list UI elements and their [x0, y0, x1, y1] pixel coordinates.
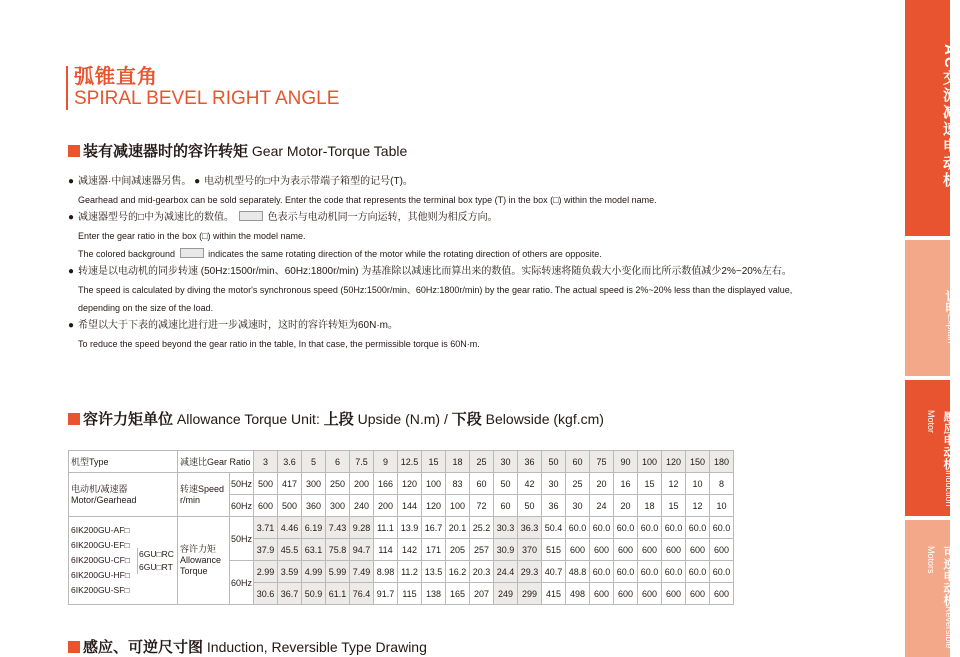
- speed60-cell: 50: [518, 495, 542, 517]
- t60-nm-cell: 8.98: [374, 561, 398, 583]
- note-1-en: Gearhead and mid-gearbox can be sold separately. Enter the code that represents the terminal box type (T) in the box (□) within the model name.: [78, 195, 657, 205]
- notes: [68, 173, 868, 353]
- speed60-cell: 120: [422, 495, 446, 517]
- header-gear-ratio: 减速比Gear Ratio: [178, 451, 254, 473]
- ratios-cell: 15: [422, 451, 446, 473]
- title-en: SPIRAL BEVEL RIGHT ANGLE: [74, 88, 340, 109]
- speed50-cell: 300: [302, 473, 326, 495]
- t50-kgf-cell: 37.9: [254, 539, 278, 561]
- ratios-cell: 120: [662, 451, 686, 473]
- speed50-cell: 83: [446, 473, 470, 495]
- t60-kgf-cell: 115: [398, 583, 422, 605]
- t60-nm-cell: 48.8: [566, 561, 590, 583]
- ratios-cell: 90: [614, 451, 638, 473]
- ratios-cell: 36: [518, 451, 542, 473]
- t50-kgf-cell: 600: [710, 539, 734, 561]
- allowance-torque-label: 容许力矩 Allowance Torque: [178, 517, 230, 605]
- ratios-cell: 60: [566, 451, 590, 473]
- ratios-cell: 18: [446, 451, 470, 473]
- t60-nm-cell: 60.0: [662, 561, 686, 583]
- ratios-cell: 25: [470, 451, 494, 473]
- speed50-cell: 60: [470, 473, 494, 495]
- t50-kgf-cell: 515: [542, 539, 566, 561]
- ratios-cell: 5: [302, 451, 326, 473]
- t60-kgf-cell: 600: [614, 583, 638, 605]
- side-tabs: [905, 0, 958, 657]
- t60-nm-cell: 24.4: [494, 561, 518, 583]
- t60-nm-cell: 60.0: [614, 561, 638, 583]
- speed50-cell: 25: [566, 473, 590, 495]
- t60-kgf-cell: 165: [446, 583, 470, 605]
- bullet-square-icon: [68, 641, 80, 653]
- t60-nm-cell: 2.99: [254, 561, 278, 583]
- header-type: 机型Type: [69, 451, 178, 473]
- section-en: Gear Motor-Torque Table: [251, 143, 408, 159]
- t60-nm-cell: 29.3: [518, 561, 542, 583]
- t60-nm-cell: 5.99: [326, 561, 350, 583]
- t50-kgf-cell: 257: [470, 539, 494, 561]
- speed50-cell: 417: [278, 473, 302, 495]
- hz-50-label: 50Hz: [230, 473, 254, 495]
- note-3-cn: ● 转速是以电动机的同步转速 (50Hz:1500r/min、60Hz:1800r/min) 为基准除以减速比而算出来的数值。实际转速将随负载大小变化而比所示数值减少2%~20%左右。: [68, 266, 792, 277]
- t50-nm-cell: 13.9: [398, 517, 422, 539]
- note-4-cn: ● 希望以大于下表的减速比进行进一步减速时，这时的容许转矩为60N·m。: [68, 320, 399, 331]
- title-cn: 弧锥直角: [74, 66, 158, 88]
- speed60-cell: 30: [566, 495, 590, 517]
- tab-ac-gear-motor[interactable]: AC交流减速电动机: [905, 0, 950, 236]
- ratios-cell: 100: [638, 451, 662, 473]
- speed60-cell: 300: [326, 495, 350, 517]
- note-2-cn: ● 减速器型号的□中为减速比的数值。 色表示与电动机同一方向运转，其他则为相反方向。: [68, 212, 498, 223]
- t50-nm-cell: 50.4: [542, 517, 566, 539]
- speed50-cell: 500: [254, 473, 278, 495]
- ratios-cell: 30: [494, 451, 518, 473]
- t60-kgf-cell: 415: [542, 583, 566, 605]
- t50-nm-cell: 11.1: [374, 517, 398, 539]
- speed50-cell: 42: [518, 473, 542, 495]
- note-4-en: To reduce the speed beyond the gear ratio in the table, In that case, the permissible torque is 60N·m.: [78, 339, 480, 349]
- t60-nm-cell: 11.2: [398, 561, 422, 583]
- t60-nm-cell: 20.3: [470, 561, 494, 583]
- t50-nm-cell: 7.43: [326, 517, 350, 539]
- t60-kgf-cell: 498: [566, 583, 590, 605]
- speed50-cell: 120: [398, 473, 422, 495]
- t60-kgf-cell: 600: [710, 583, 734, 605]
- speed50-cell: 30: [542, 473, 566, 495]
- note-2-en-a: Enter the gear ratio in the box (□) within the model name.: [78, 231, 306, 241]
- speed60-cell: 600: [254, 495, 278, 517]
- speed60-cell: 72: [470, 495, 494, 517]
- hz-60-label: 60Hz: [230, 495, 254, 517]
- torque-table: [68, 450, 734, 605]
- t50-nm-cell: 60.0: [638, 517, 662, 539]
- ratios-cell: 7.5: [350, 451, 374, 473]
- hz-60-torque-label: 60Hz: [230, 561, 254, 605]
- t50-kgf-cell: 94.7: [350, 539, 374, 561]
- speed50-cell: 200: [350, 473, 374, 495]
- speed60-cell: 12: [686, 495, 710, 517]
- note-1-cn: ● 减速器·中间减速器另售。 ● 电动机型号的□中为表示带端子箱型的记号(T)。: [68, 176, 413, 187]
- speed60-cell: 240: [350, 495, 374, 517]
- speed60-cell: 24: [590, 495, 614, 517]
- t50-nm-cell: 16.7: [422, 517, 446, 539]
- speed60-cell: 20: [614, 495, 638, 517]
- t50-kgf-cell: 370: [518, 539, 542, 561]
- speed50-cell: 12: [662, 473, 686, 495]
- t50-kgf-cell: 600: [686, 539, 710, 561]
- bullet-square-icon: [68, 413, 80, 425]
- ratios-cell: 75: [590, 451, 614, 473]
- t60-nm-cell: 60.0: [710, 561, 734, 583]
- t50-nm-cell: 60.0: [566, 517, 590, 539]
- t50-nm-cell: 25.2: [470, 517, 494, 539]
- t50-nm-cell: 60.0: [590, 517, 614, 539]
- t50-nm-cell: 6.19: [302, 517, 326, 539]
- t50-kgf-cell: 75.8: [326, 539, 350, 561]
- t50-nm-cell: 20.1: [446, 517, 470, 539]
- t50-nm-cell: 60.0: [662, 517, 686, 539]
- speed60-cell: 36: [542, 495, 566, 517]
- speed60-cell: 500: [278, 495, 302, 517]
- t60-nm-cell: 40.7: [542, 561, 566, 583]
- t50-nm-cell: 30.3: [494, 517, 518, 539]
- ratios-cell: 6: [326, 451, 350, 473]
- tab-explain[interactable]: 说明Explain: [905, 240, 950, 376]
- t60-nm-cell: 60.0: [590, 561, 614, 583]
- hz-50-torque-label: 50Hz: [230, 517, 254, 561]
- ratios-cell: 9: [374, 451, 398, 473]
- t60-kgf-cell: 600: [686, 583, 710, 605]
- t60-kgf-cell: 299: [518, 583, 542, 605]
- speed50-cell: 16: [614, 473, 638, 495]
- speed60-cell: 100: [446, 495, 470, 517]
- t50-nm-cell: 4.46: [278, 517, 302, 539]
- speed60-cell: 360: [302, 495, 326, 517]
- t60-kgf-cell: 600: [662, 583, 686, 605]
- t60-nm-cell: 60.0: [686, 561, 710, 583]
- speed50-cell: 10: [686, 473, 710, 495]
- ratios-cell: 3.6: [278, 451, 302, 473]
- ratios-cell: 3: [254, 451, 278, 473]
- t60-kgf-cell: 91.7: [374, 583, 398, 605]
- model-list: 6IK200GU-AF□ 6IK200GU-EF□ 6IK200GU-CF□ 6IK200GU-HF□ 6IK200GU-SF□: [71, 525, 130, 595]
- t60-kgf-cell: 600: [590, 583, 614, 605]
- t60-kgf-cell: 207: [470, 583, 494, 605]
- note-3-en-a: The speed is calculated by diving the motor's synchronous speed (50Hz:1500r/min、60Hz:1800r/min) by the gear ratio. The actual speed is 2%~20% less than the displayed value,: [78, 285, 793, 295]
- t50-kgf-cell: 142: [398, 539, 422, 561]
- t60-kgf-cell: 36.7: [278, 583, 302, 605]
- t50-kgf-cell: 205: [446, 539, 470, 561]
- speed50-cell: 100: [422, 473, 446, 495]
- t50-nm-cell: 36.3: [518, 517, 542, 539]
- t60-nm-cell: 7.49: [350, 561, 374, 583]
- speed60-cell: 60: [494, 495, 518, 517]
- speed50-cell: 50: [494, 473, 518, 495]
- header-motor-gearhead: 电动机/减速器 Motor/Gearhead: [69, 473, 178, 517]
- tab-induction-motor[interactable]: 感应电动机Induction Motor: [905, 380, 950, 516]
- section-torque-table-heading: [68, 140, 407, 161]
- t60-kgf-cell: 76.4: [350, 583, 374, 605]
- t50-nm-cell: 3.71: [254, 517, 278, 539]
- t50-kgf-cell: 600: [566, 539, 590, 561]
- t60-kgf-cell: 30.6: [254, 583, 278, 605]
- t60-kgf-cell: 50.9: [302, 583, 326, 605]
- ratios-cell: 150: [686, 451, 710, 473]
- colored-background-swatch: [180, 248, 204, 258]
- bullet-square-icon: [68, 145, 80, 157]
- speed50-cell: 15: [638, 473, 662, 495]
- t50-kgf-cell: 600: [638, 539, 662, 561]
- t50-nm-cell: 9.28: [350, 517, 374, 539]
- speed50-cell: 20: [590, 473, 614, 495]
- t50-kgf-cell: 171: [422, 539, 446, 561]
- t60-nm-cell: 3.59: [278, 561, 302, 583]
- speed60-cell: 18: [638, 495, 662, 517]
- section-cn: 装有减速器时的容许转矩: [83, 143, 249, 160]
- t60-nm-cell: 4.99: [302, 561, 326, 583]
- t60-nm-cell: 13.5: [422, 561, 446, 583]
- t50-kgf-cell: 45.5: [278, 539, 302, 561]
- speed60-cell: 144: [398, 495, 422, 517]
- t60-kgf-cell: 138: [422, 583, 446, 605]
- t50-kgf-cell: 600: [614, 539, 638, 561]
- speed50-cell: 166: [374, 473, 398, 495]
- t60-nm-cell: 16.2: [446, 561, 470, 583]
- header-speed: 转速Speed r/min: [178, 473, 230, 517]
- section-unit-heading: 容许力矩单位 Allowance Torque Unit: 上段 Upside (N.m) / 下段 Belowside (kgf.cm): [68, 408, 604, 429]
- t60-nm-cell: 60.0: [638, 561, 662, 583]
- tab-reversible-motors[interactable]: 可逆电动机Reversible Motors: [905, 520, 950, 657]
- speed60-cell: 10: [710, 495, 734, 517]
- note-3-en-b: depending on the size of the load.: [78, 303, 214, 313]
- t50-kgf-cell: 30.9: [494, 539, 518, 561]
- t50-kgf-cell: 600: [590, 539, 614, 561]
- t50-nm-cell: 60.0: [686, 517, 710, 539]
- page-title: [66, 66, 339, 110]
- ratios-cell: 50: [542, 451, 566, 473]
- colored-background-swatch: [239, 211, 263, 221]
- t50-nm-cell: 60.0: [614, 517, 638, 539]
- speed60-cell: 200: [374, 495, 398, 517]
- t60-kgf-cell: 61.1: [326, 583, 350, 605]
- speed50-cell: 8: [710, 473, 734, 495]
- t50-kgf-cell: 63.1: [302, 539, 326, 561]
- speed60-cell: 15: [662, 495, 686, 517]
- t60-kgf-cell: 249: [494, 583, 518, 605]
- gearhead-list: 6GU□RC 6GU□RT: [139, 548, 174, 572]
- note-2-en-b: The colored background indicates the same rotating direction of the motor while the rotating direction of others are opposite.: [78, 249, 602, 259]
- ratios-cell: 180: [710, 451, 734, 473]
- ratios-cell: 12.5: [398, 451, 422, 473]
- t50-nm-cell: 60.0: [710, 517, 734, 539]
- speed50-cell: 250: [326, 473, 350, 495]
- section-drawing-heading: 感应、可逆尺寸图 Induction, Reversible Type Drawing: [68, 636, 427, 657]
- t50-kgf-cell: 600: [662, 539, 686, 561]
- t60-kgf-cell: 600: [638, 583, 662, 605]
- t50-kgf-cell: 114: [374, 539, 398, 561]
